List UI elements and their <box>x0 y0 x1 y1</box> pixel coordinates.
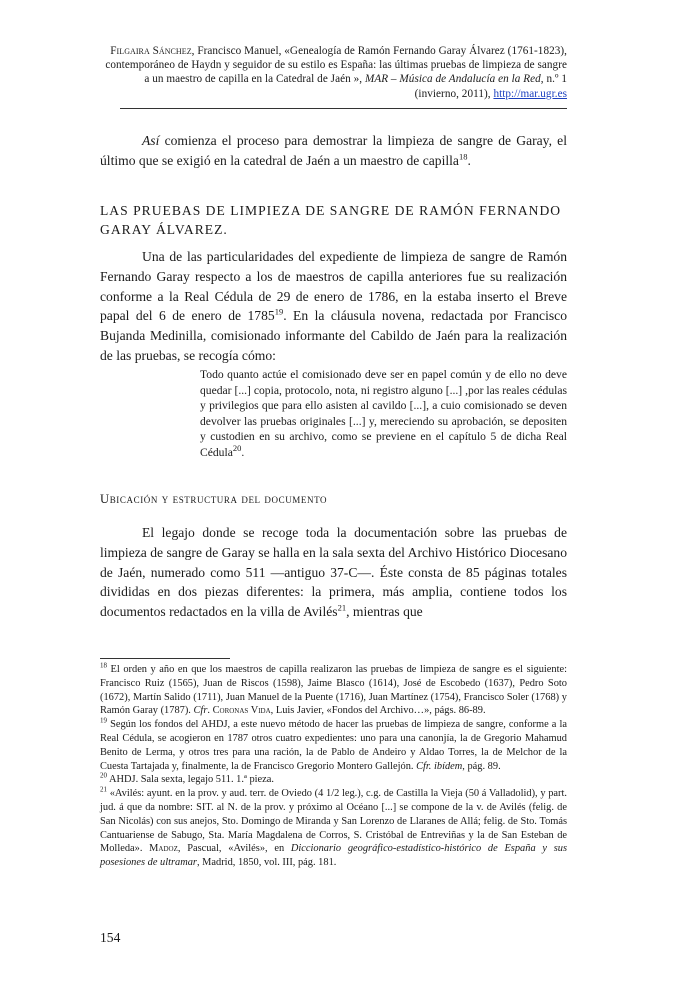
footnote-divider <box>100 658 230 659</box>
footnote-ref-18[interactable]: 18 <box>458 151 468 162</box>
footnote-20-number: 20 <box>100 771 107 780</box>
footnote-19-number: 19 <box>100 716 107 725</box>
section-title: LAS PRUEBAS DE LIMPIEZA DE SANGRE DE RAMÓN FERNANDO GARAY ÁLVAREZ. <box>100 203 562 237</box>
paragraph-3-part1: El legajo donde se recoge toda la documentación sobre las pruebas de limpieza de sangre de Garay se halla en la sala sexta del Archivo Histórico Diocesano de Jaén, numerado como 511 —antiguo 37-C—. Éste consta de 85 páginas totales divididas en dos piezas diferentes: la primera, más amplia, contiene todos los documentos redactados en la villa de Avilés <box>100 525 567 620</box>
footnote-21-author: Madoz <box>149 843 178 855</box>
running-header <box>100 44 567 101</box>
paragraph-1-end: . <box>467 152 471 168</box>
footnote-ref-19[interactable]: 19 <box>274 306 284 317</box>
footnote-19-end: , pág. 89. <box>462 760 501 772</box>
footnote-18-text: El orden y año en que los maestros de capilla realizaron las pruebas de limpieza de sangre es el siguiente: Francisco Ruiz (1565), Juan de Riscos (1598), Jaime Blasco (1614), José de Escobedo (1637), Pedro Soto (1672), Martín Salido (1711), Juan Manuel de la Puente (1716), Juan Martínez (1754), Francisco Soler (1768) y Ramón Garay (1787). <box>100 664 567 717</box>
footnote-ref-21[interactable]: 21 <box>337 602 347 613</box>
paragraph-3 <box>100 523 567 622</box>
footnote-21-mid: , Pascual, «Avilés», en <box>177 843 291 855</box>
paragraph-3-part2: , mientras que <box>346 604 423 620</box>
paragraph-2 <box>100 247 567 366</box>
footnote-21-number: 21 <box>100 785 107 794</box>
footnote-19-cfr: Cfr. ibídem <box>416 760 463 772</box>
footnote-18-author: Coronas Vida <box>212 705 271 717</box>
quote-end: . <box>241 445 245 459</box>
footnote-18-mid: . <box>207 705 213 717</box>
footnote-19-text: Según los fondos del AHDJ, a este nuevo método de hacer las pruebas de limpieza de sangre, conforme a la Real Cédula, se acogieron en 1787 otros cuatro expedientes: uno para una canonjía, la de Gregorio Mahamud Benito de Lerma, y otros tres para una ración, la de Pablo de Andeiro y Aldao Torres, la de Melchor de la Cuesta Tartajada y, finalmente, la de Francisco Gregorio Montero Gallejón. <box>100 719 567 772</box>
footnote-18-end: , Luis Javier, «Fondos del Archivo…», págs. 86-89. <box>270 705 486 717</box>
footnote-21-text: «Avilés: ayunt. en la prov. y aud. terr. de Oviedo (4 1/2 leg.), c.g. de Castilla la Vieja (50 á Valladolid), y part. jud. á que da nombre: SIT. al N. de la prov. y próximo al Océano [...] se compone de la v. de Avilés (felig. de San Nicolás) con sus anejos, Sto. Domingo de Miranda y San Lorenzo de Llaranes de Allá; felig. de Sto. Tomás Cantuariense de Sabugo, Sta. María Magdalena de Corros, S. Cristóbal de Entreviñas y la de San Esteban de Molleda». <box>100 788 567 855</box>
page-number: 154 <box>100 930 121 945</box>
footnotes <box>100 663 567 870</box>
footnote-19 <box>100 718 567 773</box>
footnote-20-text: AHDJ. Sala sexta, legajo 511. 1.ª pieza. <box>107 774 274 786</box>
paragraph-1-text: comienza el proceso para demostrar la limpieza de sangre de Garay, el último que se exigió en la catedral de Jaén a un maestro de capilla <box>100 133 567 168</box>
header-issue: , n.º 1 (invierno, 2011), <box>414 73 567 100</box>
subsection-title: Ubicación y estructura del documento <box>100 492 328 506</box>
footnote-18 <box>100 663 567 718</box>
quote-text: Todo quanto actúe el comisionado deve ser en papel común y de ello no deve quedar [...] copia, protocolo, nota, ni registro alguno [...] ,por las reales cédulas y privilegios que para ello asisten al cavildo [...], a cuio comisionado se deven devolver las pruebas originales [...] y, mereciendo su aprobación, se depositen y custodien en su archivo, como se previene en el capítulo 5 de dicha Real Cédula <box>200 368 567 459</box>
block-quote <box>200 367 567 461</box>
footnote-21-title: Diccionario geográfico-estadístico-histórico de España y sus posesiones de ultramar <box>100 843 568 869</box>
footnote-21 <box>100 787 567 870</box>
footnote-18-number: 18 <box>100 661 107 670</box>
header-url-link[interactable]: http://mar.ugr.es <box>493 87 567 100</box>
header-divider <box>120 108 567 109</box>
paragraph-2-part2: . En la cláusula novena, redactada por Francisco Bujanda Medinilla, comisionado informante del Cabildo de Jaén para la realización de las pruebas, se recogía cómo: <box>100 308 567 363</box>
footnote-21-end: , Madrid, 1850, vol. III, pág. 181. <box>196 857 337 869</box>
paragraph-1 <box>100 131 567 171</box>
paragraph-1-emphasis: Así <box>142 133 160 148</box>
header-journal: MAR – Música de Andalucía en la Red <box>364 73 541 86</box>
header-citation: , Francisco Manuel, «Genealogía de Ramón Fernando Garay Álvarez (1761-1823), contemporáneo de Haydn y seguidor de su estilo es España: las últimas pruebas de limpieza de sangre a un maestro de capilla en la Catedral de Jaén », <box>105 45 567 86</box>
header-author: Filgaira Sánchez <box>110 45 192 57</box>
footnote-ref-20[interactable]: 20 <box>232 443 242 454</box>
footnote-20 <box>100 773 567 787</box>
paragraph-2-part1: Una de las particularidades del expediente de limpieza de sangre de Ramón Fernando Garay respecto a los de maestros de capilla anteriores fue su realización conforme a la Real Cédula de 29 de enero de 1786, en la estaba inserto el Breve papal del 6 de enero de 1785 <box>100 249 567 324</box>
footnote-18-cfr: Cfr <box>193 705 208 717</box>
